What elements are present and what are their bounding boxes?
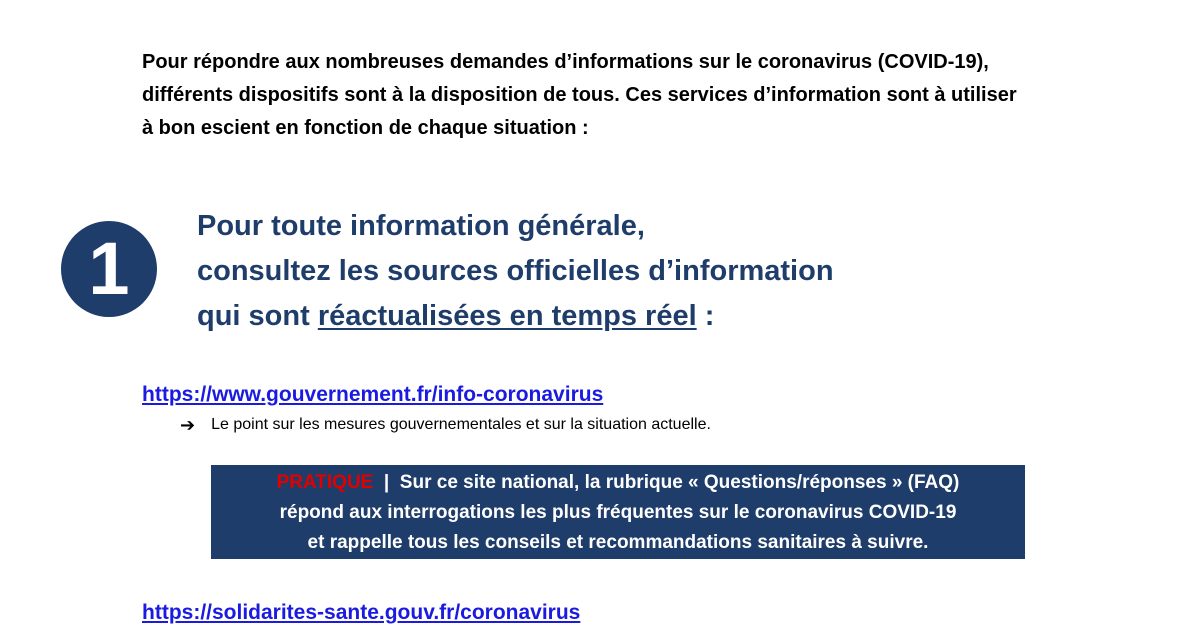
link1-description bbox=[180, 414, 711, 436]
heading-line-3-suffix: : bbox=[696, 300, 715, 332]
box-line-1: Sur ce site national, la rubrique « Questions/réponses » (FAQ) bbox=[399, 472, 960, 493]
heading-line-2: consultez les sources officielles d’information bbox=[197, 255, 834, 287]
intro-paragraph bbox=[142, 46, 1136, 145]
gouvernement-link[interactable]: https://www.gouvernement.fr/info-coronavirus bbox=[142, 383, 604, 406]
intro-line-2: différents dispositifs sont à la disposition de tous. Ces services d’information sont à utiliser bbox=[142, 84, 1017, 106]
heading-line-1: Pour toute information générale, bbox=[197, 210, 645, 242]
intro-line-3: à bon escient en fonction de chaque situation : bbox=[142, 117, 589, 139]
box-line-2: répond aux interrogations les plus fréquentes sur le coronavirus COVID-19 bbox=[279, 502, 957, 523]
step-number-badge: 1 bbox=[61, 221, 157, 317]
solidarites-sante-link[interactable]: https://solidarites-sante.gouv.fr/coronavirus bbox=[142, 601, 581, 624]
pratique-info-box bbox=[211, 465, 1025, 559]
heading-line-3-prefix: qui sont bbox=[197, 300, 318, 332]
step-heading bbox=[197, 204, 834, 339]
heading-line-3-underlined: réactualisées en temps réel bbox=[317, 300, 697, 332]
arrow-right-icon: ➔ bbox=[180, 415, 196, 435]
intro-line-1: Pour répondre aux nombreuses demandes d’informations sur le coronavirus (COVID-19), bbox=[142, 51, 989, 73]
link1-description-text: Le point sur les mesures gouvernementales et sur la situation actuelle. bbox=[211, 416, 711, 433]
pratique-tag: PRATIQUE bbox=[276, 472, 374, 493]
box-separator: | bbox=[373, 472, 400, 493]
box-line-3: et rappelle tous les conseils et recommandations sanitaires à suivre. bbox=[307, 532, 929, 553]
